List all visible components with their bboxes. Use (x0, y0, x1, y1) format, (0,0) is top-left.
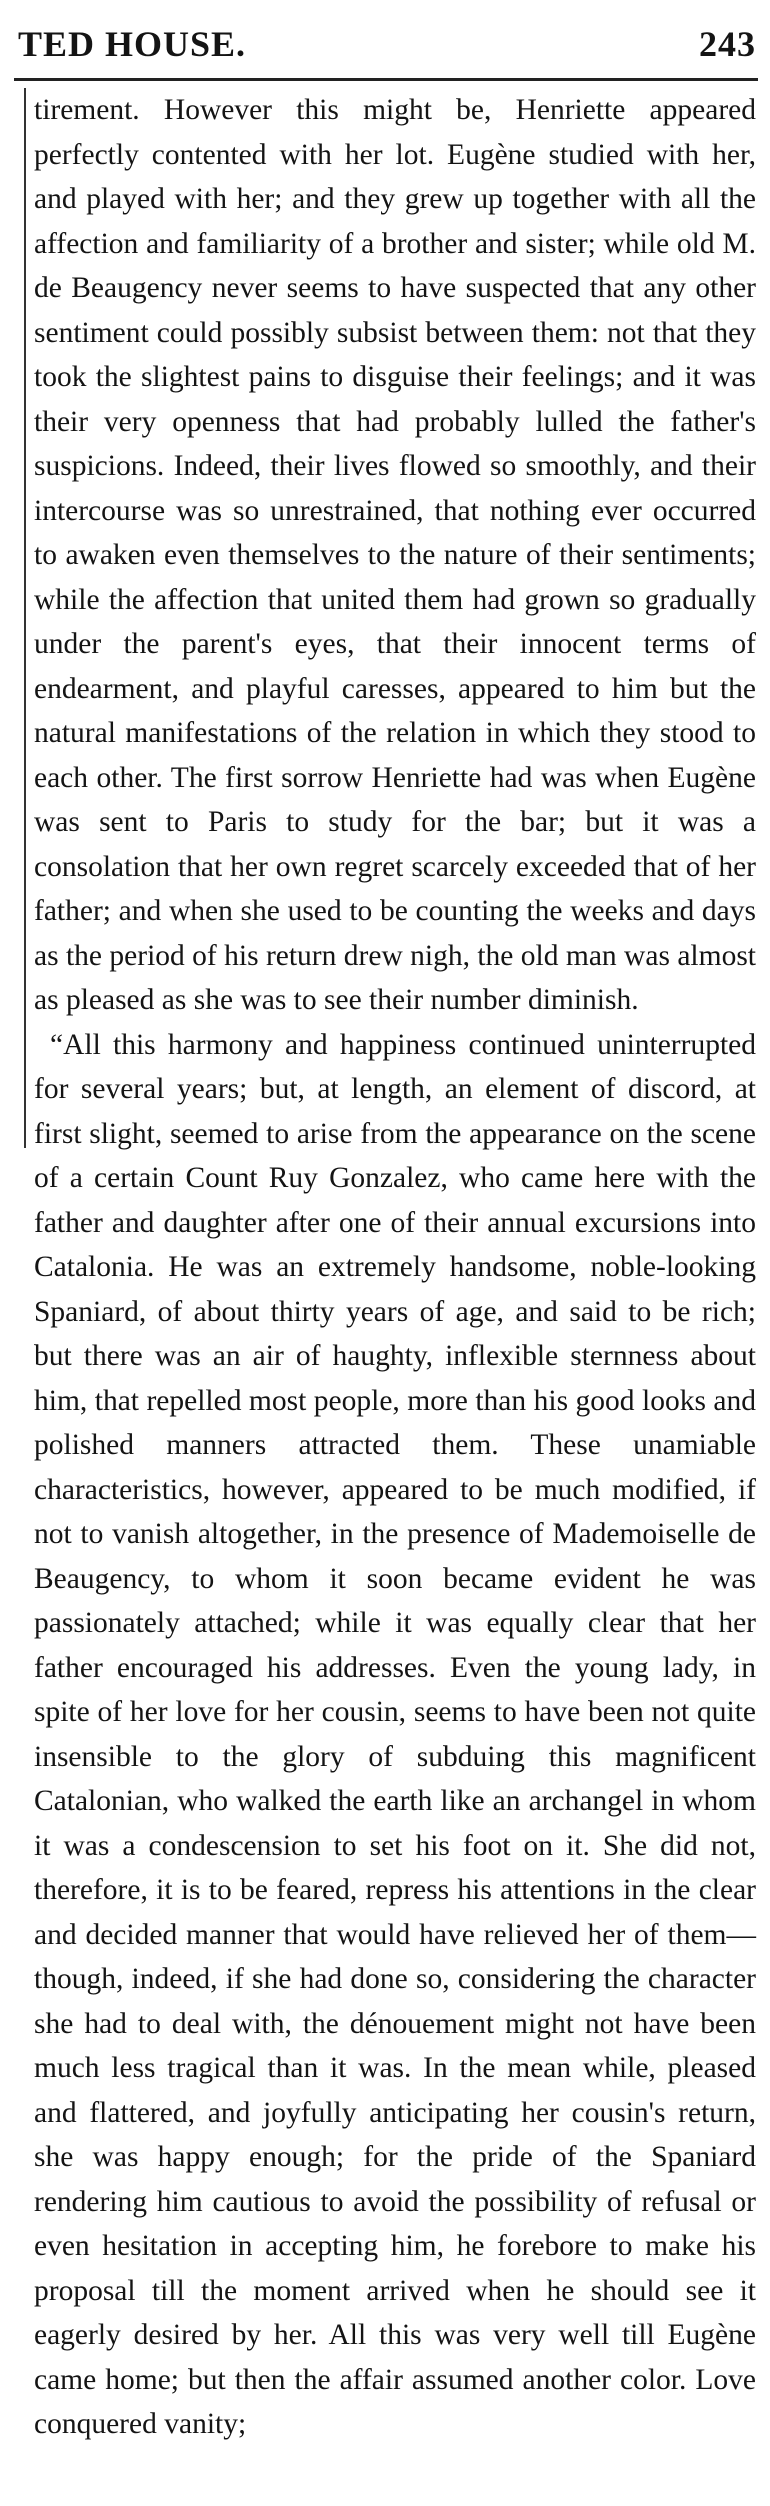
paragraph-2: “All this harmony and happiness continued uninterrupted for several years; but, at length, an element of discord, at first slight, seemed to arise from the appearance on the scene of a certain Count Ruy Gonzalez, who came here with the father and daughter after one of their annual excursions into Catalonia. He was an extremely handsome, noble-looking Spaniard, of about thirty years of age, and said to be rich; but there was an air of haughty, inflexible sternness about him, that repelled most people, more than his good looks and polished manners attracted them. These unamiable characteristics, however, appeared to be much modified, if not to vanish altogether, in the presence of Mademoiselle de Beaugency, to whom it soon became evident he was passionately attached; while it was equally clear that her father encouraged his addresses. Even the young lady, in spite of her love for her cousin, seems to have been not quite insensible to the glory of subduing this magnificent Catalonian, who walked the earth like an archangel in whom it was a condescension to set his foot on it. She did not, therefore, it is to be feared, repress his attentions in the clear and decided manner that would have relieved her of them—though, indeed, if she had done so, considering the character she had to deal with, the dénouement might not have been much less tragical than it was. In the mean while, pleased and flattered, and joyfully anticipating her cousin's return, she was happy enough; for the pride of the Spaniard rendering him cautious to avoid the possibility of refusal or even hesitation in accepting him, he forebore to make his proposal till the moment arrived when he should see it eagerly desired by her. All this was very well till Eugène came home; but then the affair assumed another color. Love conquered vanity; (34, 1028, 756, 2440)
margin-line (24, 88, 26, 1148)
running-head (18, 14, 756, 74)
running-title: TED HOUSE. (18, 24, 247, 64)
header-rule (14, 78, 758, 81)
paragraph-1: tirement. However this might be, Henriette appeared perfectly contented with her lot. Eugène studied with her, and played with her; and they grew up together with all the affection and familiarity of a brother and sister; while old M. de Beaugency never seems to have suspected that any other sentiment could possibly subsist between them: not that they took the slightest pains to disguise their feelings; and it was their very openness that had probably lulled the father's suspicions. Indeed, their lives flowed so smoothly, and their intercourse was so unrestrained, that nothing ever occurred to awaken even themselves to the nature of their sentiments; while the affection that united them had grown so gradually under the parent's eyes, that their innocent terms of endearment, and playful caresses, appeared to him but the natural manifestations of the relation in which they stood to each other. The first sorrow Henriette had was when Eugène was sent to Paris to study for the bar; but it was a consolation that her own regret scarcely exceeded that of her father; and when she used to be counting the weeks and days as the period of his return drew nigh, the old man was almost as pleased as she was to see their number diminish. (34, 94, 756, 1016)
body-text (34, 88, 756, 2447)
page-number: 243 (699, 24, 756, 64)
